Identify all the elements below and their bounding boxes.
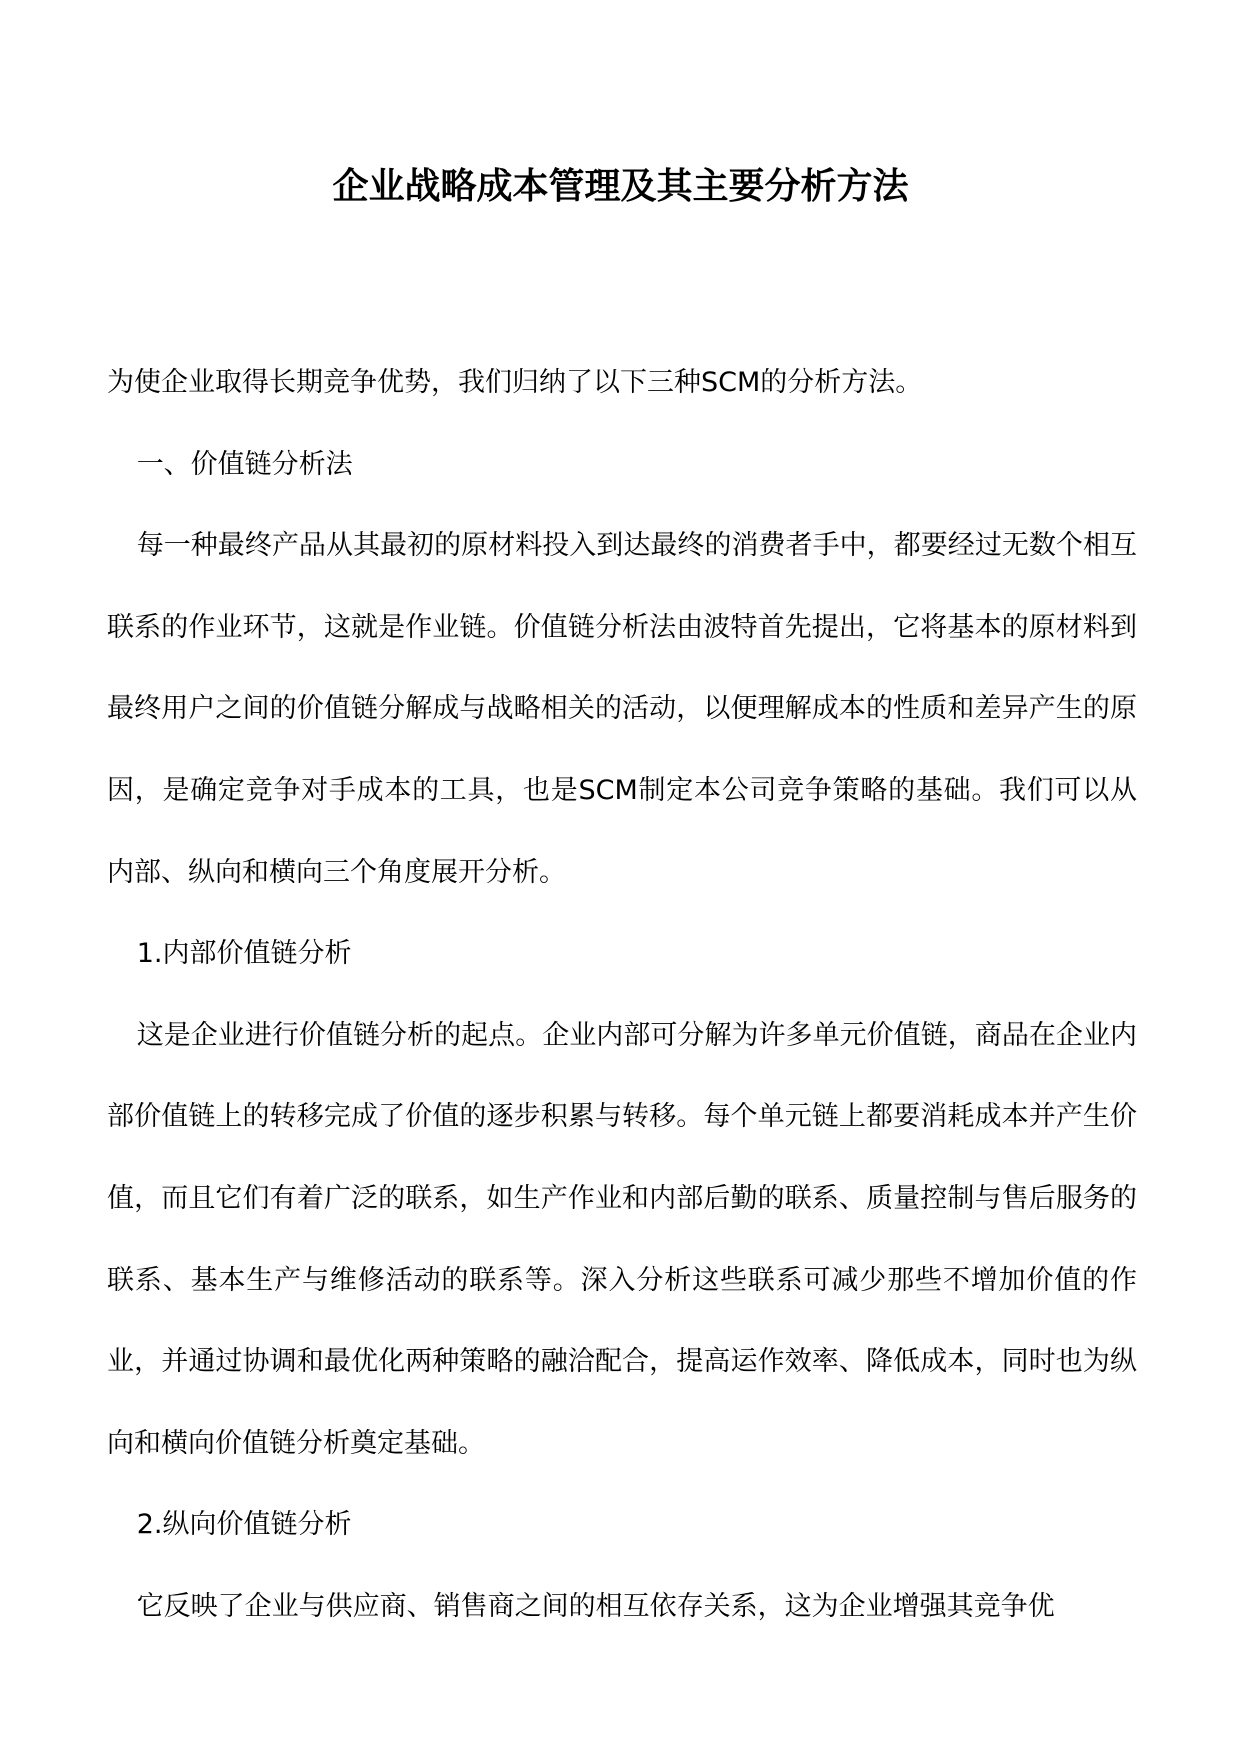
document-title: 企业战略成本管理及其主要分析方法 (332, 165, 909, 207)
vertical-value-chain-paragraph: 它反映了企业与供应商、销售商之间的相互依存关系，这为企业增强其竞争优 (136, 1590, 1055, 1622)
intro-paragraph: 为使企业取得长期竞争优势，我们归纳了以下三种SCM的分析方法。 (107, 367, 923, 398)
internal-value-chain-paragraph: 这是企业进行价值链分析的起点。企业内部可分解为许多单元价值链，商品在企业内部价值链上的转移完成了价值的逐步积累与转移。每个单元链上都要消耗成本并产生价值，而且它们有着广泛的联系，如生产作业和内部后勤的联系、质量控制与售后服务的联系、基本生产与维修活动的联系等。深入分析这些联系可减少那些不增加价值的作业，并通过协调和最优化两种策略的融洽配合，提高运作效率、降低成本，同时也为纵向和横向价值链分析奠定基础。 (107, 1019, 1137, 1459)
subheading-vertical-value-chain: 2.纵向价值链分析 (136, 1509, 352, 1541)
value-chain-paragraph: 每一种最终产品从其最初的原材料投入到达最终的消费者手中，都要经过无数个相互联系的作业环节，这就是作业链。价值链分析法由波特首先提出，它将基本的原材料到最终用户之间的价值链分解成与战略相关的活动，以便理解成本的性质和差异产生的原因，是确定竞争对手成本的工具，也是SCM制定本公司竞争策略的基础。我们可以从内部、纵向和横向三个角度展开分析。 (107, 530, 1137, 888)
section-heading-value-chain: 一、价值链分析法 (136, 448, 353, 480)
subheading-internal-value-chain: 1.内部价值链分析 (136, 938, 352, 970)
document-body (107, 342, 1137, 1648)
